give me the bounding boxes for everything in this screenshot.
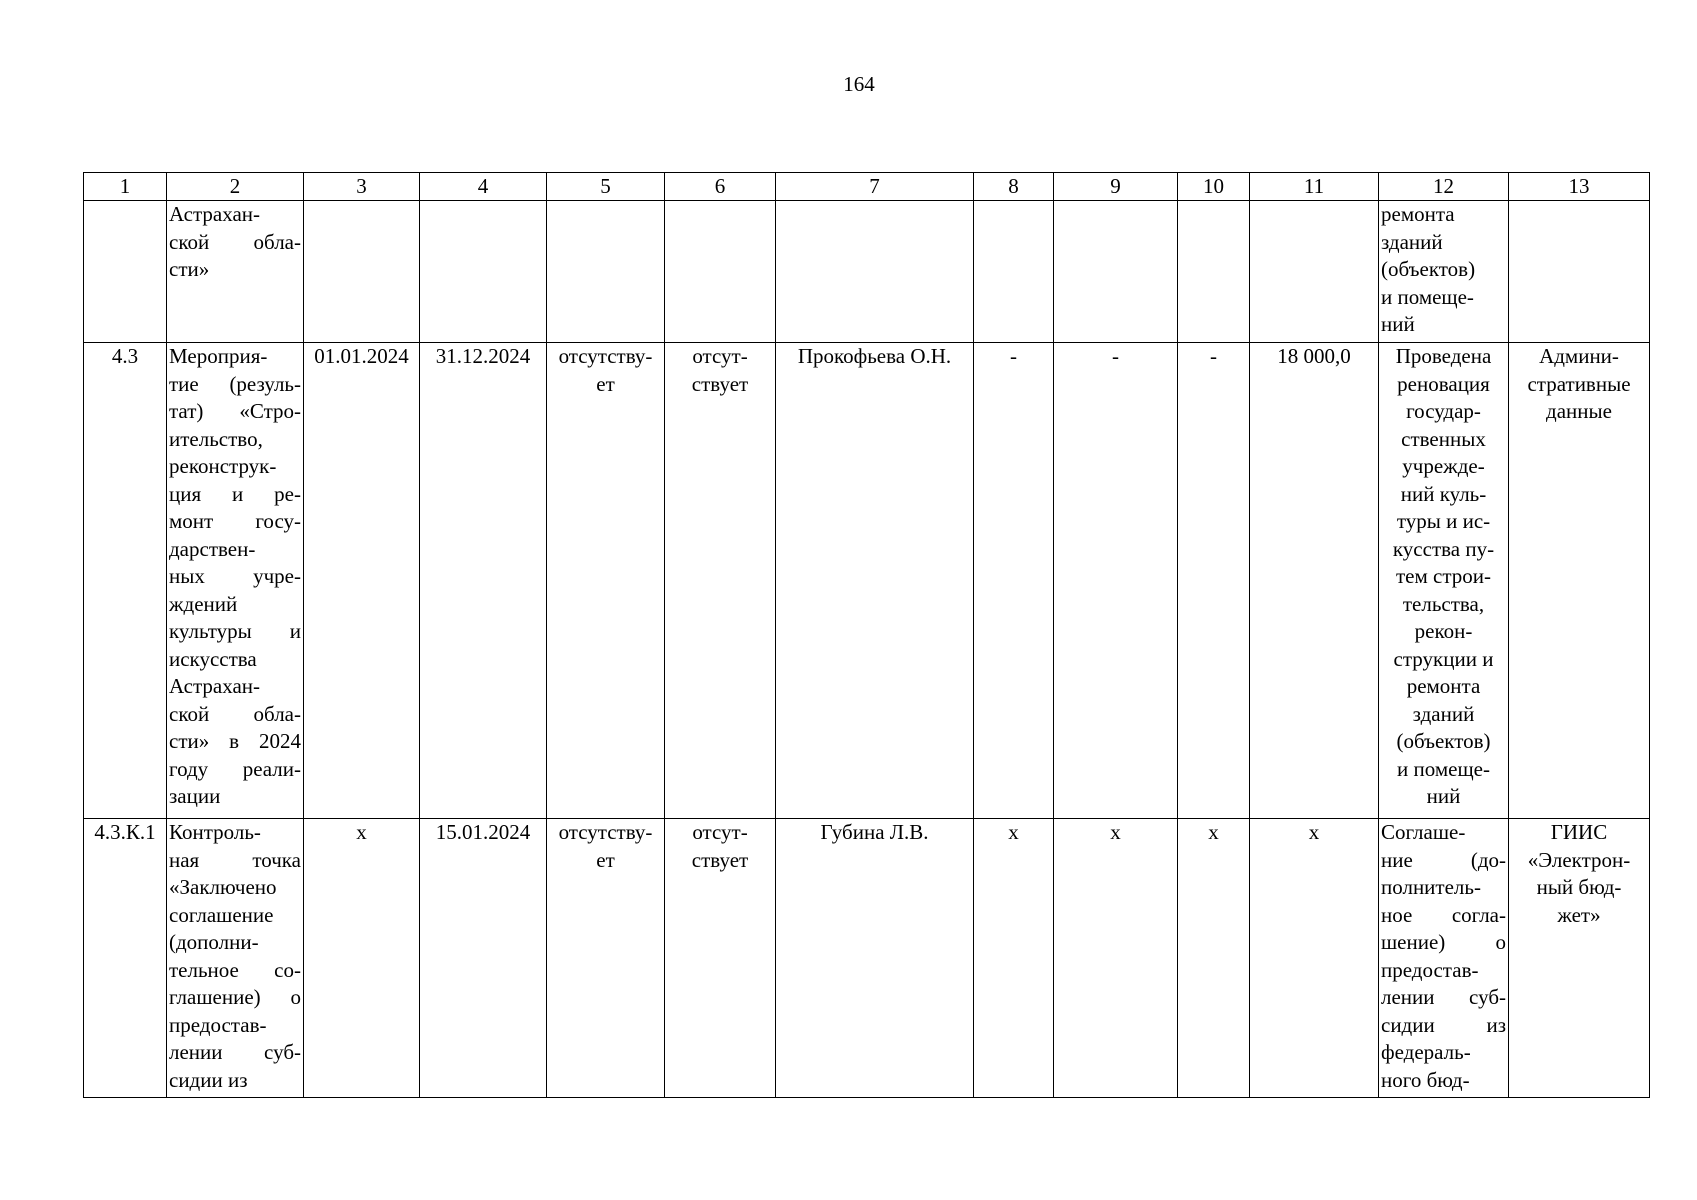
cell-line: реновация: [1397, 371, 1490, 396]
header-cell: 6: [665, 173, 776, 201]
cell-line: ция и ре-: [169, 481, 301, 506]
cell-line: реконструк-: [169, 454, 277, 478]
cell-line: отсутству-: [558, 820, 653, 844]
header-cell: 4: [420, 173, 547, 201]
cell-line: Мероприя-: [169, 344, 268, 368]
start-date-cell: 01.01.2024: [304, 343, 420, 819]
name-cell: [167, 343, 304, 819]
end-date-cell: 31.12.2024: [420, 343, 547, 819]
table-row: [84, 201, 1650, 343]
cell-line: рекон-: [1414, 619, 1473, 643]
cell-line: ствует: [691, 847, 749, 872]
col6-cell: [665, 201, 776, 343]
col5-cell: [547, 343, 665, 819]
cell-line: туры и ис-: [1396, 509, 1491, 533]
cell-line: тат) «Стро-: [169, 399, 301, 423]
cell-line: ного бюд-: [1381, 1067, 1470, 1092]
col11-cell: 18 000,0: [1250, 343, 1379, 819]
responsible-cell: Прокофьева О.Н.: [776, 343, 974, 819]
cell-line: ний куль-: [1400, 481, 1487, 506]
cell-line: тие (резуль-: [169, 371, 301, 396]
end-date-cell: 15.01.2024: [420, 819, 547, 1098]
cell-line: (объектов): [1396, 729, 1491, 753]
cell-line: (объектов): [1381, 257, 1476, 281]
cell-line: ное согла-: [1381, 902, 1506, 927]
cell-line: ительство,: [169, 426, 263, 451]
row-number-cell: 4.3: [84, 343, 167, 819]
responsible-cell: [776, 201, 974, 343]
header-cell: 10: [1178, 173, 1250, 201]
cell-line: зации: [169, 784, 221, 808]
cell-line: стративные: [1527, 371, 1631, 396]
cell-line: Соглаше-: [1381, 820, 1466, 844]
cell-line: ных учре-: [169, 564, 301, 588]
cell-line: отсут-: [692, 820, 748, 844]
col8-cell: -: [974, 343, 1054, 819]
cell-line: «Заключено: [169, 875, 277, 899]
cell-line: лении суб-: [169, 1040, 301, 1064]
cell-line: Астрахан-: [169, 202, 260, 226]
table-row: [84, 819, 1650, 1098]
start-date-cell: х: [304, 819, 420, 1098]
source-cell: [1509, 343, 1650, 819]
cell-line: отсутству-: [558, 344, 653, 368]
cell-line: ет: [596, 847, 615, 872]
cell-line: культуры и: [169, 619, 301, 643]
col9-cell: -: [1054, 343, 1178, 819]
cell-line: ремонта: [1406, 674, 1481, 698]
cell-line: Проведена: [1395, 344, 1492, 368]
col6-cell: [665, 343, 776, 819]
cell-line: зданий: [1412, 701, 1475, 726]
cell-line: предостав-: [169, 1012, 267, 1037]
cell-line: федераль-: [1381, 1040, 1471, 1064]
document-table: [83, 172, 1650, 1098]
cell-line: струкции и: [1393, 646, 1494, 671]
name-cell: [167, 201, 304, 343]
cell-line: государ-: [1406, 399, 1481, 423]
header-cell: 7: [776, 173, 974, 201]
header-cell: 12: [1379, 173, 1509, 201]
cell-line: кусства пу-: [1392, 536, 1495, 561]
col11-cell: [1250, 201, 1379, 343]
cell-line: тельное со-: [169, 957, 301, 982]
col9-cell: х: [1054, 819, 1178, 1098]
cell-line: ждений: [169, 591, 238, 616]
cell-line: тельства,: [1402, 591, 1485, 616]
col10-cell: х: [1178, 819, 1250, 1098]
cell-line: ской обла-: [169, 229, 301, 254]
col10-cell: [1178, 201, 1250, 343]
header-cell: 1: [84, 173, 167, 201]
cell-line: сидии из: [169, 1067, 248, 1092]
responsible-cell: Губина Л.В.: [776, 819, 974, 1098]
result-cell: [1379, 819, 1509, 1098]
cell-line: сидии из: [1381, 1012, 1506, 1037]
cell-line: ремонта: [1381, 202, 1455, 226]
col5-cell: [547, 819, 665, 1098]
start-date-cell: [304, 201, 420, 343]
col8-cell: [974, 201, 1054, 343]
cell-line: тем строи-: [1395, 564, 1492, 588]
col6-cell: [665, 819, 776, 1098]
col10-cell: -: [1178, 343, 1250, 819]
cell-line: искусства: [169, 646, 257, 671]
page-number: 164: [843, 72, 875, 96]
cell-line: Астрахан-: [169, 674, 260, 698]
cell-line: ГИИС: [1550, 820, 1608, 844]
col11-cell: х: [1250, 819, 1379, 1098]
cell-line: Контроль-: [169, 820, 261, 844]
cell-line: соглашение: [169, 902, 274, 927]
cell-line: и помеще-: [1381, 284, 1474, 309]
result-cell: [1379, 201, 1509, 343]
name-cell: [167, 819, 304, 1098]
header-cell: 2: [167, 173, 304, 201]
cell-line: и помеще-: [1397, 756, 1490, 781]
cell-line: зданий: [1381, 229, 1443, 254]
header-cell: 9: [1054, 173, 1178, 201]
source-cell: [1509, 201, 1650, 343]
result-cell: [1379, 343, 1509, 819]
header-cell: 3: [304, 173, 420, 201]
header-row: [84, 173, 1650, 201]
header-cell: 8: [974, 173, 1054, 201]
cell-line: ный бюд-: [1536, 875, 1622, 899]
table-row: [84, 343, 1650, 819]
cell-line: сти» в 2024: [169, 729, 301, 753]
cell-line: «Электрон-: [1527, 847, 1631, 872]
col5-cell: [547, 201, 665, 343]
cell-line: лении суб-: [1381, 985, 1506, 1009]
header-cell: 13: [1509, 173, 1650, 201]
cell-line: ний: [1381, 312, 1415, 336]
cell-line: отсут-: [692, 344, 748, 368]
cell-line: ствует: [691, 371, 749, 396]
cell-line: шение) о: [1381, 930, 1506, 954]
cell-line: ная точка: [169, 847, 301, 872]
cell-line: ние (до-: [1381, 847, 1506, 872]
cell-line: сти»: [169, 257, 210, 281]
cell-line: предостав-: [1381, 957, 1479, 982]
col8-cell: х: [974, 819, 1054, 1098]
header-cell: 11: [1250, 173, 1379, 201]
cell-line: учрежде-: [1402, 454, 1485, 478]
cell-line: полнитель-: [1381, 875, 1481, 899]
row-number-cell: [84, 201, 167, 343]
header-cell: 5: [547, 173, 665, 201]
cell-line: глашение) о: [169, 985, 301, 1009]
end-date-cell: [420, 201, 547, 343]
source-cell: [1509, 819, 1650, 1098]
cell-line: ственных: [1401, 426, 1486, 451]
cell-line: монт госу-: [169, 509, 301, 533]
cell-line: Админи-: [1539, 344, 1619, 368]
cell-line: году реали-: [169, 756, 301, 781]
cell-line: ет: [596, 371, 615, 396]
cell-line: ний: [1426, 784, 1461, 808]
cell-line: дарствен-: [169, 536, 256, 561]
col9-cell: [1054, 201, 1178, 343]
cell-line: (дополни-: [169, 930, 259, 954]
row-number-cell: 4.3.К.1: [84, 819, 167, 1098]
cell-line: ской обла-: [169, 701, 301, 726]
cell-line: жет»: [1557, 902, 1601, 927]
cell-line: данные: [1546, 399, 1612, 423]
